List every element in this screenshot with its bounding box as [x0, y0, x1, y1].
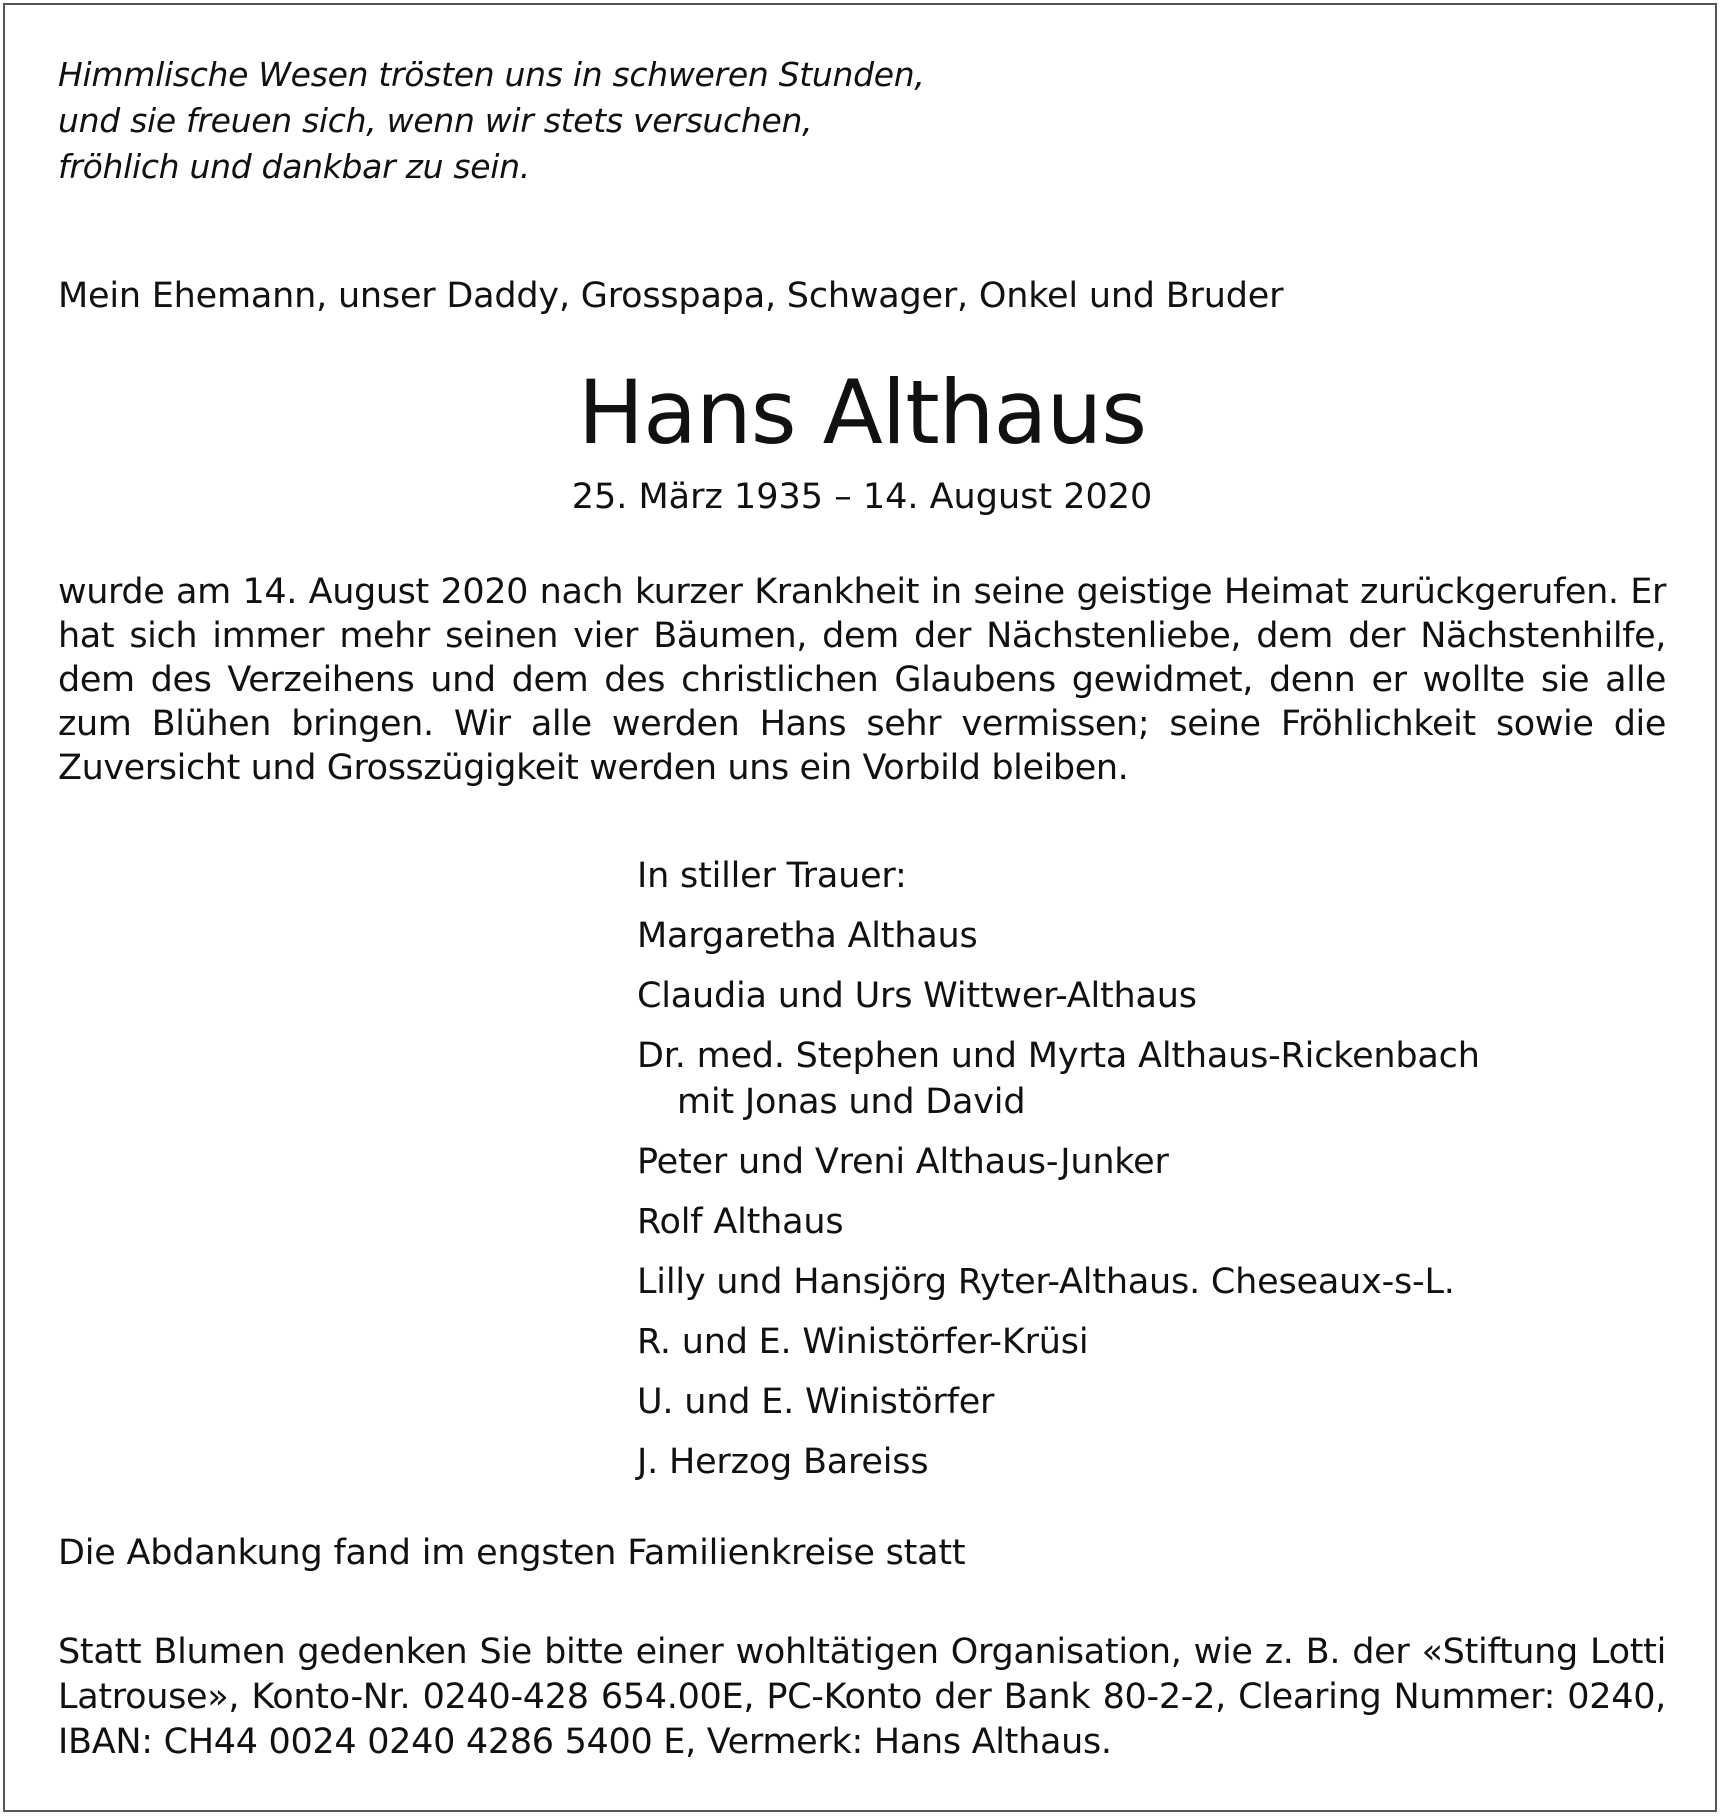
mourner-name: Lilly und Hansjörg Ryter-Althaus. Cheseaux-s-L.	[637, 1262, 1455, 1302]
mourner-name: Claudia und Urs Wittwer-Althaus	[637, 976, 1197, 1016]
life-dates: 25. März 1935 – 14. August 2020	[571, 477, 1153, 517]
obituary-text: wurde am 14. August 2020 nach kurzer Krankheit in seine geistige Heimat zurückgerufen. Er hat sich immer mehr seinen vier Bäumen, dem der Nächstenliebe, dem der Nächstenhilfe, dem des Verzeihens und dem des christlichen Glaubens gewidmet, denn er wollte sie alle zum Blühen bringen. Wir alle werden Hans sehr vermissen; seine Fröhlichkeit sowie die Zuversicht und Grosszügigkeit werden uns ein Vorbild bleiben.	[58, 572, 1666, 788]
mourner-name: Dr. med. Stephen und Myrta Althaus-Rickenbach	[637, 1036, 1480, 1076]
mourner-name: J. Herzog Bareiss	[637, 1442, 929, 1482]
mourner-name: R. und E. Winistörfer-Krüsi	[637, 1322, 1089, 1362]
mourner-name: Margaretha Althaus	[637, 916, 978, 956]
mourner-name: Peter und Vreni Althaus-Junker	[637, 1142, 1169, 1182]
mourners-list	[637, 853, 1480, 1499]
mourner-name: Rolf Althaus	[637, 1202, 844, 1242]
mourner-name: U. und E. Winistörfer	[637, 1382, 995, 1422]
motto-line: Himmlische Wesen trösten uns in schweren Stunden,	[58, 55, 925, 94]
motto-line: und sie freuen sich, wenn wir stets versuchen,	[58, 101, 813, 140]
motto-quote	[58, 52, 925, 190]
deceased-name: Hans Althaus	[577, 361, 1147, 464]
mourner-name-continuation: mit Jonas und David	[677, 1082, 1026, 1122]
mourners-heading: In stiller Trauer:	[637, 856, 907, 896]
motto-line: fröhlich und dankbar zu sein.	[58, 147, 530, 186]
intro-line: Mein Ehemann, unser Daddy, Grosspapa, Schwager, Onkel und Bruder	[58, 276, 1284, 316]
donation-note: Statt Blumen gedenken Sie bitte einer wohltätigen Organisation, wie z. B. der «Stiftung Lotti Latrouse», Konto-Nr. 0240-428 654.00E, PC-Konto der Bank 80-2-2, Clearing Nummer: 0240, IBAN: CH44 0024 0240 4286 5400 E, Vermerk: Hans Althaus.	[58, 1632, 1666, 1762]
ceremony-note: Die Abdankung fand im engsten Familienkreise statt	[58, 1533, 966, 1573]
